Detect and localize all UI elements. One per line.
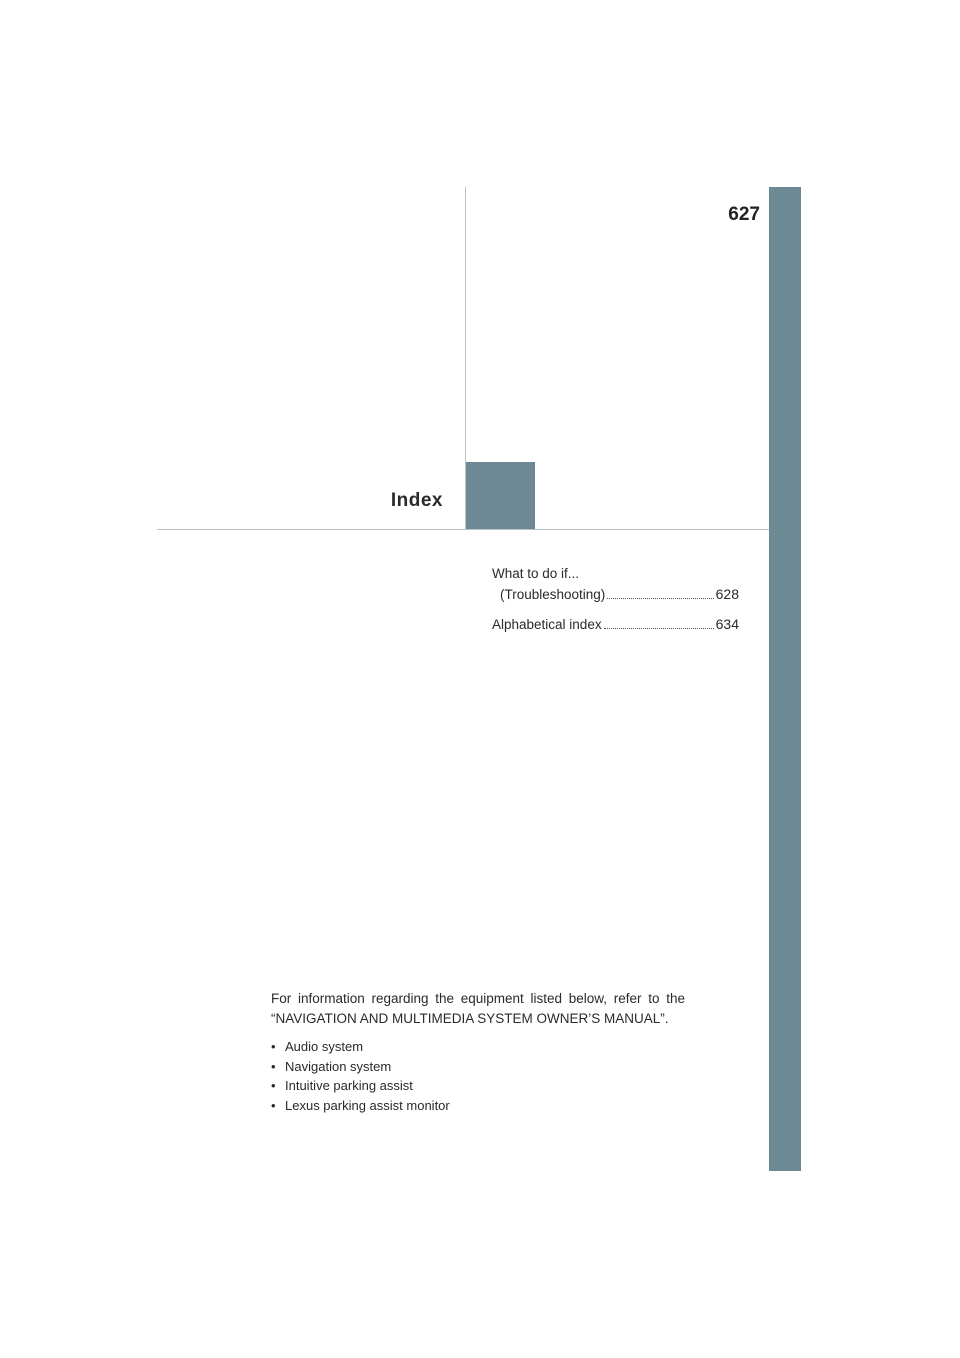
list-item-text: Navigation system [285, 1058, 392, 1074]
toc-entry-alphabetical-index[interactable] [492, 614, 739, 635]
equipment-note [271, 989, 685, 1115]
bullet-icon: • [271, 1078, 276, 1093]
toc-line [492, 584, 739, 605]
page-number: 627 [728, 204, 760, 225]
toc-line [492, 564, 739, 584]
dot-leader [604, 628, 714, 629]
equipment-list [271, 1037, 685, 1115]
list-item [271, 1037, 685, 1057]
toc-entry-troubleshooting[interactable] [492, 564, 739, 605]
toc-page-number: 634 [715, 616, 739, 632]
bullet-icon: • [271, 1097, 276, 1113]
list-item-text: Intuitive parking assist [285, 1078, 413, 1093]
bullet-icon: • [271, 1039, 276, 1054]
section-color-block [466, 462, 535, 529]
bullet-icon: • [271, 1058, 276, 1074]
side-tab [769, 187, 801, 1171]
horizontal-divider [157, 529, 769, 530]
toc-page-number: 628 [715, 586, 739, 602]
list-item [271, 1057, 685, 1077]
list-item [271, 1076, 685, 1096]
dot-leader [607, 598, 713, 599]
toc-entry-title: Alphabetical index [492, 617, 602, 632]
note-text: For information regarding the equipment listed below, refer to the “NAVIGATION AND MULTIMEDIA SYSTEM OWNER’S MANUAL”. [271, 991, 685, 1026]
toc-entry-subtitle: (Troubleshooting) [500, 587, 606, 602]
list-item [271, 1096, 685, 1116]
section-title: Index [390, 490, 443, 511]
list-item-text: Audio system [285, 1039, 364, 1054]
toc-line [492, 614, 739, 635]
list-item-text: Lexus parking assist monitor [285, 1097, 450, 1113]
table-of-contents [492, 564, 739, 644]
toc-entry-title: What to do if... [492, 566, 580, 581]
